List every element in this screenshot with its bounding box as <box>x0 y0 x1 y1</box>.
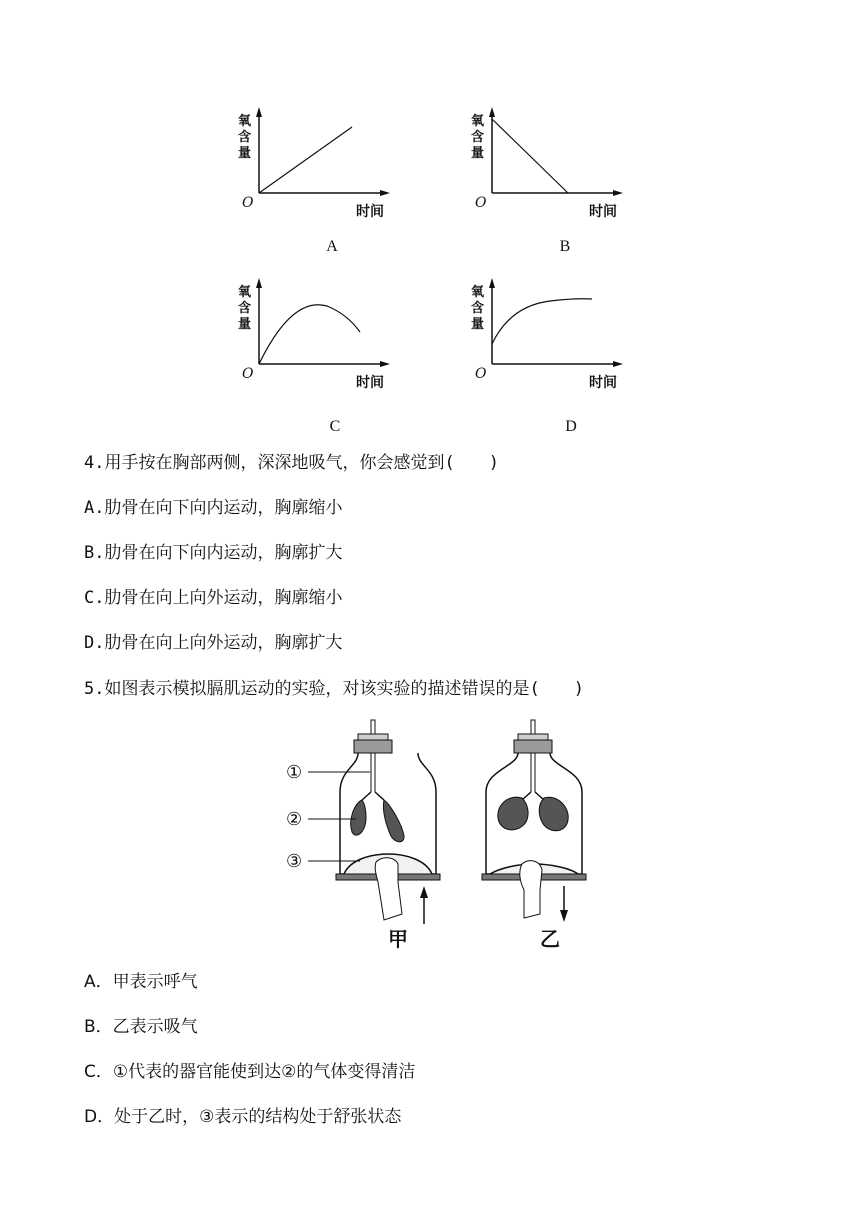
y-label-char-2: 含 <box>471 301 485 316</box>
x-axis-label: 时间 <box>589 204 617 220</box>
x-axis-arrow <box>380 361 390 367</box>
q5-option-c: C．①代表的器官能使到达②的气体变得清洁 <box>84 1062 416 1082</box>
y-label-char-2: 含 <box>238 130 252 145</box>
diaphragm-figure-svg <box>278 714 598 954</box>
y-label-char-1: 氧 <box>238 114 252 129</box>
lung-right <box>539 797 568 831</box>
series-line <box>492 299 592 344</box>
q5-option-d: D．处于乙时，③表示的结构处于舒张状态 <box>84 1107 402 1127</box>
label-jia: 甲 <box>388 927 408 951</box>
diaphragm-model-figure <box>278 714 598 954</box>
chart-b-letter: B <box>559 238 571 255</box>
y-label-char-2: 含 <box>471 130 485 145</box>
chart-d <box>465 276 635 410</box>
q4-option-a: A.肋骨在向下向内运动，胸廓缩小 <box>84 498 343 518</box>
q4-option-c: C.肋骨在向上向外运动，胸廓缩小 <box>84 588 343 608</box>
jar-left <box>286 720 440 951</box>
origin-label: O <box>242 195 254 211</box>
q5-stem: 5.如图表示模拟膈肌运动的实验，对该实验的描述错误的是( ) <box>84 679 584 699</box>
series-line <box>492 119 568 193</box>
y-label-char-1: 氧 <box>471 285 485 300</box>
q5-option-a: A．甲表示呼气 <box>84 972 198 992</box>
chart-a-letter: A <box>326 238 338 255</box>
chart-d-letter: D <box>565 418 577 435</box>
cork-top <box>518 734 548 740</box>
hand-left <box>375 858 402 920</box>
chart-c-svg <box>232 276 402 406</box>
series-line <box>259 305 360 364</box>
cork <box>514 740 552 753</box>
tube-top <box>531 720 535 734</box>
marker-2: ② <box>286 809 303 830</box>
chart-b <box>465 105 635 239</box>
x-axis-label: 时间 <box>356 375 384 391</box>
arrow-up-head <box>420 886 428 898</box>
y-label-char-3: 量 <box>471 317 485 332</box>
origin-label: O <box>475 366 487 382</box>
chart-d-svg <box>465 276 635 406</box>
marker-3: ③ <box>286 851 303 872</box>
origin-label: O <box>475 195 487 211</box>
hand-right <box>520 861 542 918</box>
label-yi: 乙 <box>540 927 560 951</box>
bronchi <box>362 792 384 800</box>
lung-left <box>351 800 366 835</box>
q4-stem: 4.用手按在胸部两侧，深深地吸气，你会感觉到( ) <box>84 453 499 473</box>
y-label-char-1: 氧 <box>471 114 485 129</box>
chart-b-svg <box>465 105 635 235</box>
x-axis-arrow <box>613 190 623 196</box>
chart-c <box>232 276 402 410</box>
q4-option-b: B.肋骨在向下向内运动，胸廓扩大 <box>84 543 343 563</box>
tube-top <box>371 720 375 734</box>
chart-a-svg <box>232 105 402 235</box>
y-label-char-3: 量 <box>238 146 252 161</box>
jar-right <box>482 720 586 951</box>
y-axis-arrow <box>489 278 495 288</box>
q4-option-d: D.肋骨在向上向外运动，胸廓扩大 <box>84 633 343 653</box>
cork <box>354 740 392 753</box>
lung-left <box>498 797 528 830</box>
series-line <box>259 127 352 193</box>
x-axis-arrow <box>380 190 390 196</box>
y-label-char-1: 氧 <box>238 285 252 300</box>
x-axis-arrow <box>613 361 623 367</box>
y-label-char-3: 量 <box>471 146 485 161</box>
arrow-down-head <box>560 910 568 922</box>
cork-top <box>358 734 388 740</box>
marker-1: ① <box>286 762 303 783</box>
y-axis-arrow <box>489 107 495 117</box>
chart-a <box>232 105 402 239</box>
x-axis-label: 时间 <box>356 204 384 220</box>
y-label-char-2: 含 <box>238 301 252 316</box>
x-axis-label: 时间 <box>589 375 617 391</box>
bronchi <box>522 792 544 800</box>
origin-label: O <box>242 366 254 382</box>
q5-option-b: B．乙表示吸气 <box>84 1017 198 1037</box>
y-axis-arrow <box>256 107 262 117</box>
lung-right <box>383 800 404 842</box>
y-axis-arrow <box>256 278 262 288</box>
y-label-char-3: 量 <box>238 317 252 332</box>
chart-c-letter: C <box>329 418 341 435</box>
